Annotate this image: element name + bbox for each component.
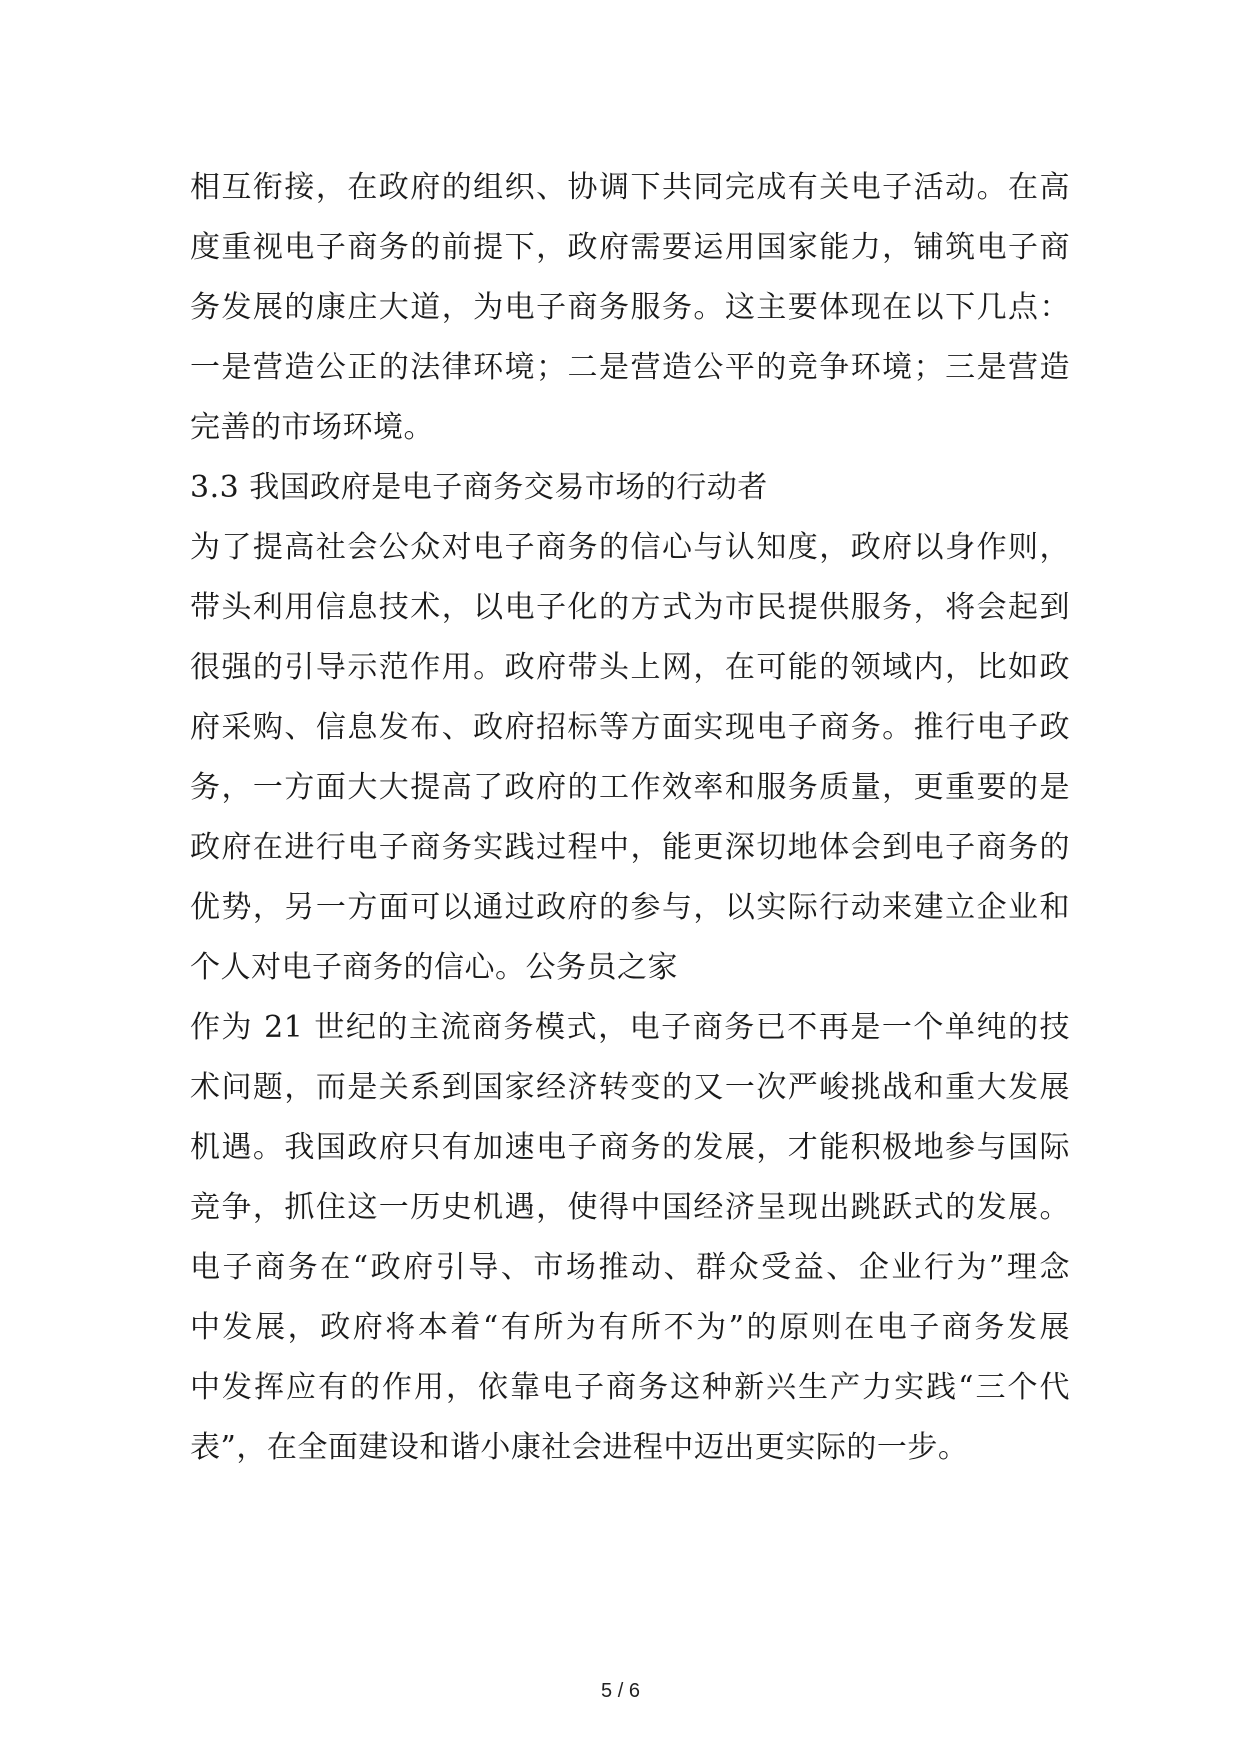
text-line: 务，一方面大大提高了政府的工作效率和服务质量，更重要的是 bbox=[190, 770, 1070, 805]
body-text bbox=[190, 158, 1070, 1478]
text-line: 表”，在全面建设和谐小康社会进程中迈出更实际的一步。 bbox=[190, 1430, 969, 1465]
text-line: 度重视电子商务的前提下，政府需要运用国家能力，铺筑电子商 bbox=[190, 230, 1070, 265]
text-line: 一是营造公正的法律环境；二是营造公平的竞争环境；三是营造 bbox=[190, 350, 1070, 385]
text-line: 相互衔接，在政府的组织、协调下共同完成有关电子活动。在高 bbox=[190, 170, 1070, 205]
text-line: 机遇。我国政府只有加速电子商务的发展，才能积极地参与国际 bbox=[190, 1130, 1070, 1165]
page-number: 5 / 6 bbox=[601, 1680, 640, 1702]
text-line: 电子商务在“政府引导、市场推动、群众受益、企业行为”理念 bbox=[190, 1250, 1070, 1285]
text-line: 很强的引导示范作用。政府带头上网，在可能的领域内，比如政 bbox=[190, 650, 1070, 685]
text-line: 竞争，抓住这一历史机遇，使得中国经济呈现出跳跃式的发展。 bbox=[190, 1190, 1070, 1225]
text-line: 作为 21 世纪的主流商务模式，电子商务已不再是一个单纯的技 bbox=[190, 1010, 1070, 1045]
text-line: 中发挥应有的作用，依靠电子商务这种新兴生产力实践“三个代 bbox=[190, 1370, 1070, 1405]
text-line: 带头利用信息技术，以电子化的方式为市民提供服务，将会起到 bbox=[190, 590, 1070, 625]
text-line: 完善的市场环境。 bbox=[190, 410, 434, 445]
section-heading: 3.3 我国政府是电子商务交易市场的行动者 bbox=[190, 470, 768, 505]
text-line: 个人对电子商务的信心。公务员之家 bbox=[190, 950, 678, 985]
text-line: 府采购、信息发布、政府招标等方面实现电子商务。推行电子政 bbox=[190, 710, 1070, 745]
text-line: 术问题，而是关系到国家经济转变的又一次严峻挑战和重大发展 bbox=[190, 1070, 1070, 1105]
text-line: 务发展的康庄大道，为电子商务服务。这主要体现在以下几点： bbox=[190, 290, 1070, 325]
text-line: 优势，另一方面可以通过政府的参与，以实际行动来建立企业和 bbox=[190, 890, 1070, 925]
text-line: 中发展，政府将本着“有所为有所不为”的原则在电子商务发展 bbox=[190, 1310, 1070, 1345]
text-line: 政府在进行电子商务实践过程中，能更深切地体会到电子商务的 bbox=[190, 830, 1070, 865]
text-line: 为了提高社会公众对电子商务的信心与认知度，政府以身作则， bbox=[190, 530, 1070, 565]
